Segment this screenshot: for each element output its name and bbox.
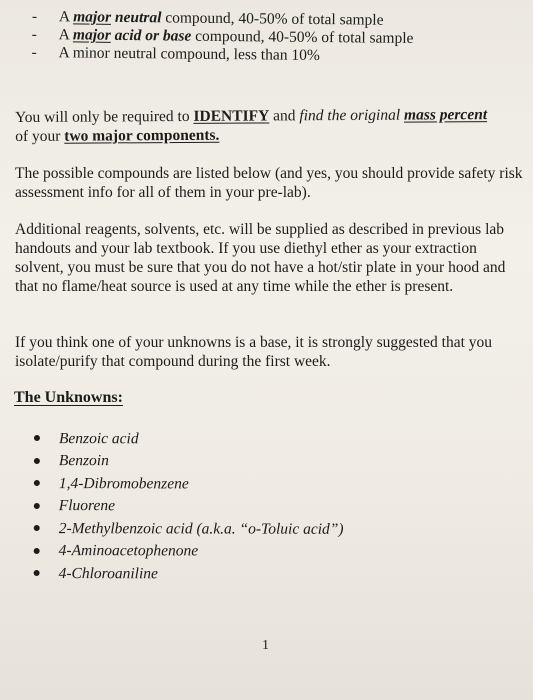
- additional-reagents-paragraph: Additional reagents, solvents, etc. will be supplied as described in previous lab handouts and your lab textbook. If you use diethyl ether as your extraction solvent, you must be sure that you do not have a hot/stir plate in your hood and that no flame/heat source is used at any time while the ether is present.: [15, 221, 506, 295]
- unknowns-heading: The Unknowns:: [14, 389, 123, 406]
- list-item: [34, 427, 344, 450]
- list-item: [34, 494, 344, 517]
- bullet-dot-icon: [34, 503, 40, 509]
- page-number: 1: [262, 638, 269, 653]
- dash-marker: -: [31, 25, 37, 44]
- dash-marker: -: [31, 8, 38, 26]
- bullet-dot-icon: [34, 525, 40, 531]
- possible-compounds-paragraph: The possible compounds are listed below (and yes, you should provide safety risk assessment info for all of them in your pre-lab).: [15, 165, 523, 201]
- list-item: [34, 449, 344, 472]
- list-item-text: A major acid or base compound, 40-50% of total sample: [58, 26, 414, 47]
- dash-marker: -: [31, 43, 37, 62]
- list-item-text: A major neutral compound, 40-50% of total sample: [58, 8, 384, 29]
- unknowns-list: [34, 427, 344, 585]
- compound-name: 4-Aminoacetophenone: [58, 542, 199, 560]
- bullet-dot-icon: [34, 548, 40, 554]
- sample-composition-list: [31, 8, 413, 66]
- list-item: [34, 562, 344, 585]
- base-unknown-paragraph: If you think one of your unknowns is a base, it is strongly suggested that you isolate/purify that compound during the first week.: [15, 334, 493, 370]
- list-item: [34, 472, 344, 495]
- compound-name: 2-Methylbenzoic acid (a.k.a. “o-Toluic acid”): [58, 519, 344, 538]
- bullet-dot-icon: [34, 570, 40, 576]
- bullet-dot-icon: [34, 480, 40, 486]
- identify-paragraph: You will only be required to IDENTIFY and find the original mass percent of your two major components.: [15, 106, 488, 145]
- compound-name: 4-Chloroaniline: [58, 564, 158, 583]
- bullet-dot-icon: [34, 435, 40, 441]
- bullet-dot-icon: [34, 458, 40, 464]
- list-item: [34, 517, 344, 540]
- compound-name: Fluorene: [58, 497, 116, 515]
- compound-name: Benzoin: [58, 452, 109, 470]
- list-item: [34, 539, 344, 562]
- compound-name: Benzoic acid: [58, 429, 139, 448]
- list-item-text: A minor neutral compound, less than 10%: [58, 44, 320, 65]
- compound-name: 1,4-Dibromobenzene: [58, 474, 189, 493]
